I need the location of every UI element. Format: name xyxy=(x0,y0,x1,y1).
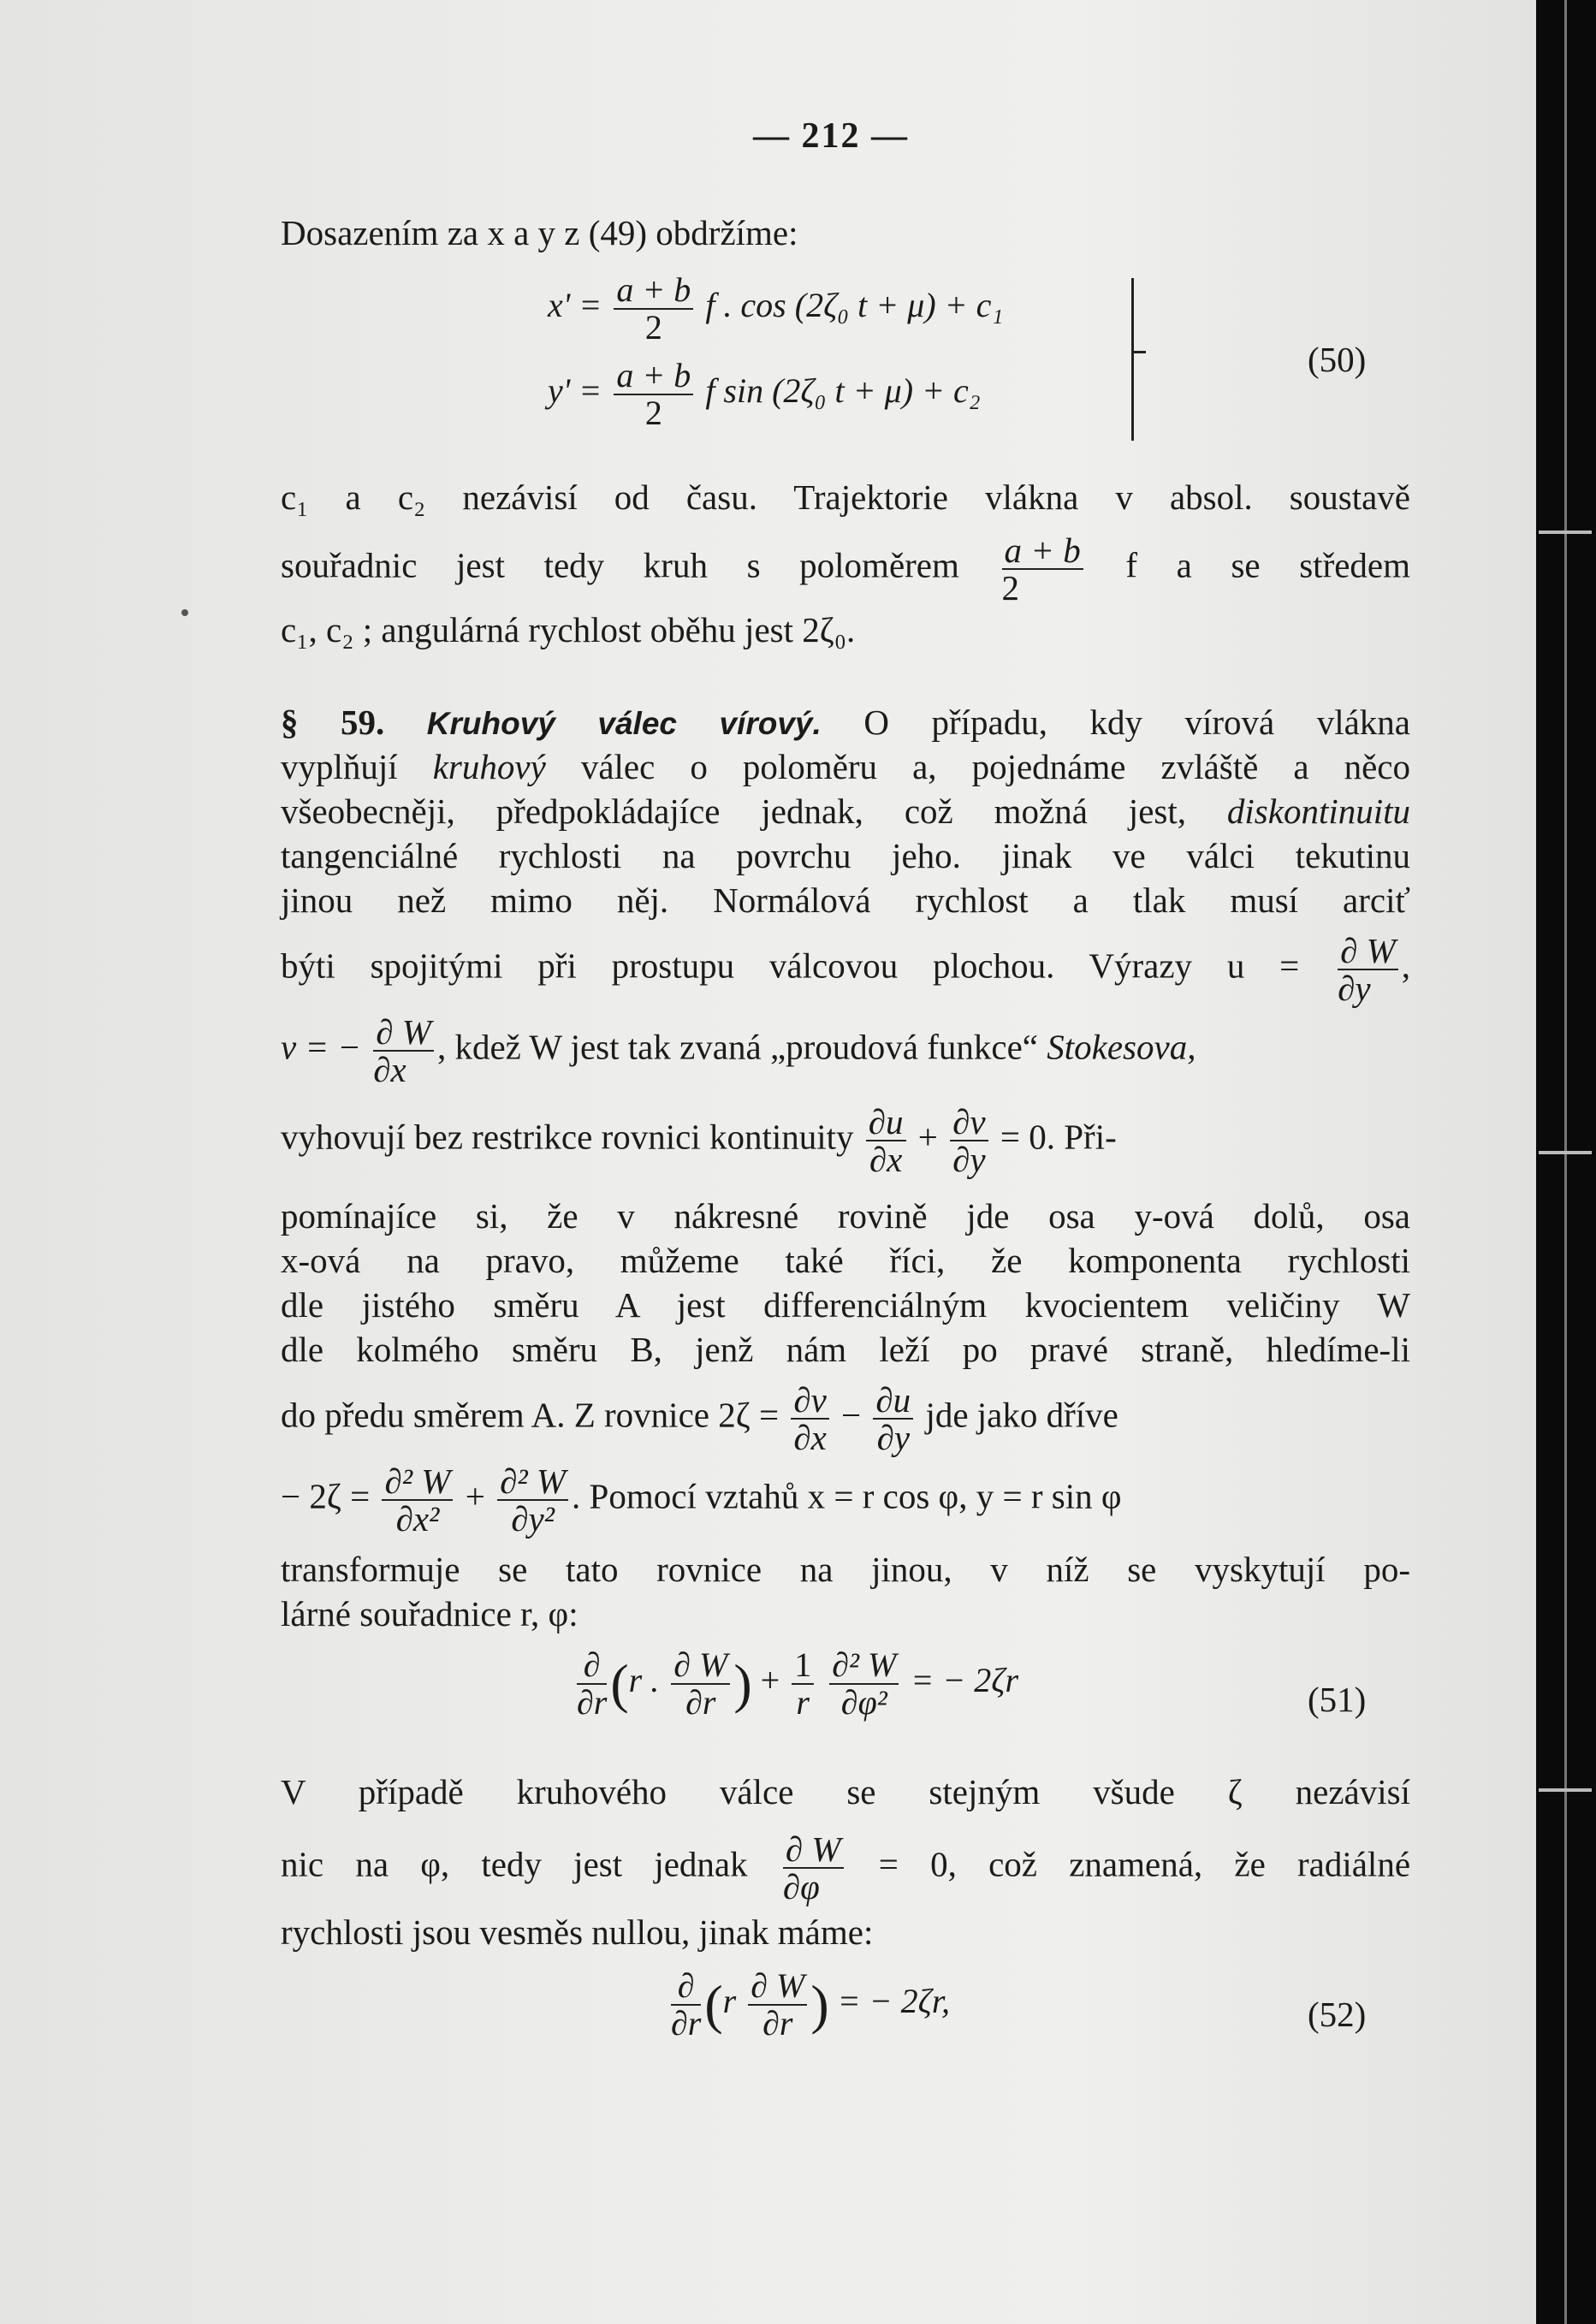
section-line-10: x-ová na pravo, můžeme také říci, že komponenta rychlosti xyxy=(281,1241,1410,1280)
para1-line-3: c₁, c₂ ; angulárná rychlost oběhu jest 2ζ₀. xyxy=(281,610,856,649)
section-line-11: dle jistého směru A jest differenciálným kvocientem veličiny W xyxy=(281,1285,1410,1325)
binding-line xyxy=(1564,0,1567,2324)
equation-50-label: (50) xyxy=(1308,340,1367,379)
section-line-4: tangenciálné rychlosti na povrchu jeho. jinak ve válci tekutinu xyxy=(281,836,1410,875)
section-line-5: jinou než mimo něj. Normálová rychlost a tlak musí arciť xyxy=(281,880,1410,920)
equation-52: $\frac{\partial}{\partial r}$ (r $\frac{\partial W}{\partial r}$ ) = − 2ζr, xyxy=(671,1966,950,2042)
section-line-16: lárné souřadnice r, φ: xyxy=(281,1594,578,1633)
section-line-12: dle kolmého směru B, jenž nám leží po pravé straně, hledíme-li xyxy=(281,1330,1410,1369)
equation-51-label: (51) xyxy=(1308,1680,1367,1719)
section-title: Kruhový válec vírový. xyxy=(426,706,822,741)
para2-line-3: rychlosti jsou vesměs nullou, jinak máme: xyxy=(281,1912,874,1952)
binding-tick xyxy=(1539,1788,1592,1792)
equation-50-line-2: y' = $\frac{a + b}{2}$ f sin (2ζ₀ t + μ) + c₂ xyxy=(548,356,981,432)
intro-line: Dosazením za x a y z (49) obdržíme: xyxy=(281,213,798,252)
page-number: — 212 — xyxy=(753,116,909,156)
section-line-9: pomínajíce si, že v nákresné rovině jde osa y-ová dolů, osa xyxy=(281,1196,1410,1236)
section-line-8: vyhovují bez restrikce rovnici kontinuity $\frac{\partial u}{\partial x}$ + $\frac{\partial v}{\partial y}$ = 0. Při- xyxy=(281,1102,1117,1179)
section-line-6: býti spojitými při prostupu válcovou plochou. Výrazy u = $\frac{\partial W}{\partial y}$ , xyxy=(281,931,1410,1008)
section-line-13: do předu směrem A. Z rovnice 2ζ = $\frac{\partial v}{\partial x}$ − $\frac{\partial u}{\partial y}$ jde jako dříve xyxy=(281,1380,1118,1457)
para2-line-1: V případě kruhového válce se stejným všude ζ nezávisí xyxy=(281,1772,1410,1811)
equation-50-line-1: x' = $\frac{a + b}{2}$ f . cos (2ζ₀ t + μ) + c₁ xyxy=(548,270,1004,347)
section-59-line-1: § 59. Kruhový válec vírový. O případu, kdy vírová vlákna xyxy=(281,703,1411,742)
equation-52-label: (52) xyxy=(1308,1995,1367,2034)
equation-51: $\frac{\partial}{\partial r}$ (r . $\frac{\partial W}{\partial r}$ ) + $\frac{1}{r}$ $\frac{\text{∂² W}}{\text{∂φ²}}$ = − 2ζr xyxy=(577,1645,1019,1722)
section-line-2: vyplňují kruhový válec o poloměru a, pojednáme zvláště a něco xyxy=(281,747,1411,786)
para1-line-1: c₁ a c₂ nezávisí od času. Trajektorie vlákna v absol. soustavě xyxy=(281,477,1410,517)
margin-speck xyxy=(181,609,188,616)
section-line-7: v = − $\frac{\partial W}{\partial x}$ , kdež W jest tak zvaná „proudová funkce“ Stokesova, xyxy=(281,1012,1196,1089)
para2-line-2: nic na φ, tedy jest jednak $\frac{\partial W}{\partial\varphi}$ = 0, což znamená, že radiálné xyxy=(281,1829,1411,1906)
section-line-3: všeobecněji, předpokládajíce jednak, což možná jest, diskontinuitu xyxy=(281,791,1411,831)
binding-tick xyxy=(1539,1151,1592,1154)
section-line-15: transformuje se tato rovnice na jinou, v níž se vyskytují po- xyxy=(281,1550,1410,1589)
section-number: § 59. xyxy=(281,703,385,742)
para1-line-2: souřadnic jest tedy kruh s poloměrem $\frac{a + b}{2}$ f a se středem xyxy=(281,531,1411,608)
equation-50-brace xyxy=(1112,278,1134,441)
binding-tick xyxy=(1539,531,1592,534)
section-line-14: − 2ζ = $\frac{\text{∂² W}}{\text{∂x²}}$ + $\frac{\text{∂² W}}{\text{∂y²}}$ . Pomocí vztahů x = r cos φ, y = r sin φ xyxy=(281,1461,1122,1538)
